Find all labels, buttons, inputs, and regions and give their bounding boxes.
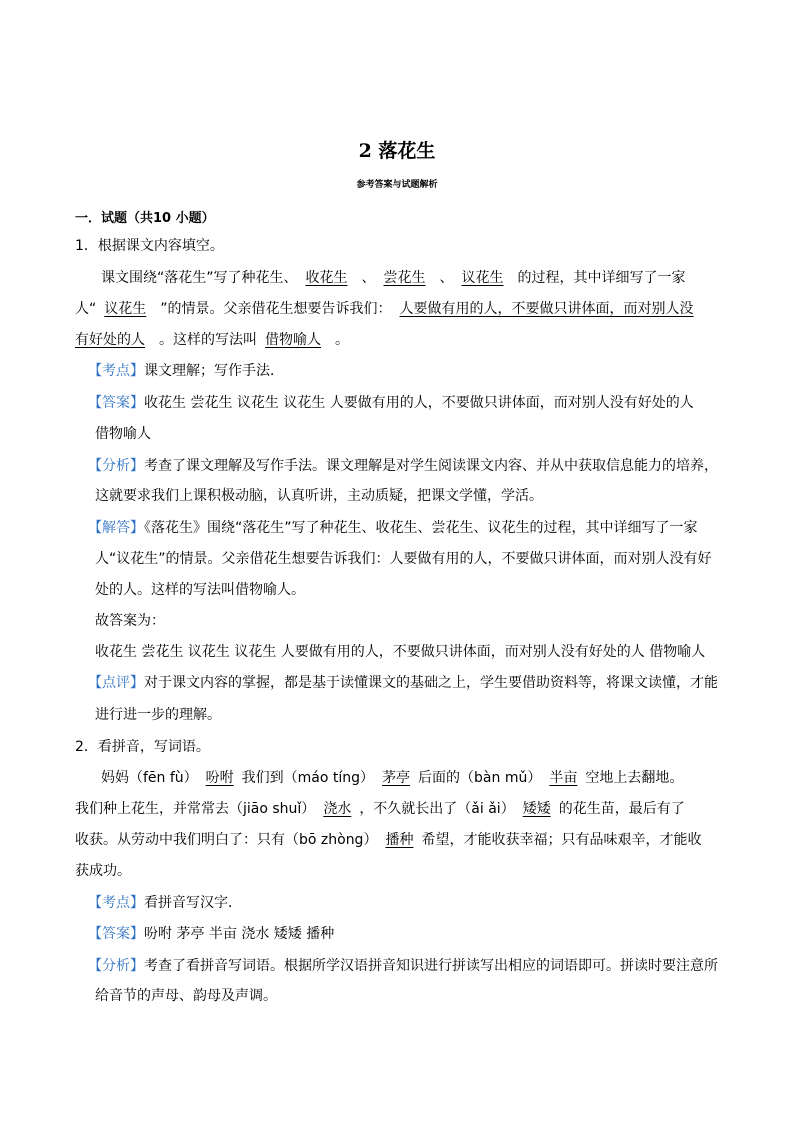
q1-fill-line-2 xyxy=(75,299,694,319)
q1-text: 人“ xyxy=(75,301,97,317)
q2-fill-line-2: 我们种上花生，并常常去（jiāo shuǐ） 浇水 ，不久就长出了（ǎi ǎi） 矮矮 的花生苗，最后有了 xyxy=(75,801,685,817)
q2-analysis-cont: 给音节的声母、韵母及声调。 xyxy=(95,988,277,1004)
kaodian-tag: 【考点】 xyxy=(88,363,144,379)
q1-answer-cont: 借物喻人 xyxy=(95,426,151,442)
q1-kaodian: 【考点】课文理解；写作手法． xyxy=(88,363,284,379)
page-subtitle: 参考答案与试题解析 xyxy=(356,180,438,190)
answer-tag: 【答案】 xyxy=(88,395,144,411)
answer-tag: 【答案】 xyxy=(88,926,144,942)
page-title: 2 落花生 xyxy=(358,140,436,162)
q1-blank-1: 收花生 xyxy=(305,270,348,286)
q1-fill-line-1 xyxy=(101,268,686,288)
q1-solution-cont: 处的人。这样的写法叫借物喻人。 xyxy=(95,582,305,598)
q2-fill-line-3: 收获。从劳动中我们明白了：只有（bō zhòng） 播种 希望，才能收获幸福；只有品味艰辛，才能收 xyxy=(75,832,702,848)
q2-fill-line-1: 妈妈（fēn fù） 吩咐 我们到（máo tíng） 茅亭 后面的（bàn mǔ） 半亩 空地上去翻地。 xyxy=(101,770,684,786)
q1-blank-2: 尝花生 xyxy=(383,270,426,286)
section-heading: 一．试题（共10 小题） xyxy=(75,211,215,226)
q1-text: 课文围绕“落花生”写了种花生、 xyxy=(101,270,298,286)
q1-answer: 【答案】收花生 尝花生 议花生 议花生 人要做有用的人，不要做只讲体面，而对别人没有好处的人 xyxy=(88,395,694,411)
q2-stem: 2．看拼音，写词语。 xyxy=(75,739,210,755)
q1-fill-line-3 xyxy=(75,330,349,350)
q1-text: 。这样的写法叫 xyxy=(159,332,257,348)
q1-final-answer: 收花生 尝花生 议花生 议花生 人要做有用的人，不要做只讲体面，而对别人没有好处的人 借物喻人 xyxy=(95,644,706,660)
q2-answer: 【答案】吩咐 茅亭 半亩 浇水 矮矮 播种 xyxy=(88,926,335,942)
q1-therefore: 故答案为： xyxy=(95,613,165,629)
q1-sep: 、 xyxy=(439,270,454,286)
q1-blank-4: 议花生 xyxy=(104,301,147,317)
q1-comment-cont: 进行进一步的理解。 xyxy=(95,707,221,723)
q2-blank-2: 茅亭 xyxy=(382,770,411,786)
q2-blank-5: 矮矮 xyxy=(522,801,551,817)
analysis-tag: 【分析】 xyxy=(88,458,144,474)
q2-kaodian: 【考点】看拼音写汉字． xyxy=(88,895,242,911)
q1-text: ”的情景。父亲借花生想要告诉我们： xyxy=(160,301,392,317)
q1-analysis-cont: 这就要求我们上课积极动脑，认真听讲，主动质疑，把课文学懂，学活。 xyxy=(95,488,543,504)
q1-text: 。 xyxy=(335,332,349,348)
q1-blank-5: 人要做有用的人，不要做只讲体面，而对别人没 xyxy=(399,301,694,317)
q1-solution: 【解答】《落花生》围绕“落花生”写了种花生、收花生、尝花生、议花生的过程，其中详细写了一家 xyxy=(88,520,698,536)
q2-fill-line-4: 获成功。 xyxy=(75,863,131,879)
kaodian-tag: 【考点】 xyxy=(88,895,144,911)
solution-tag: 【解答】 xyxy=(88,520,144,536)
q2-blank-4: 浇水 xyxy=(323,801,352,817)
comment-tag: 【点评】 xyxy=(88,675,144,691)
q1-blank-3: 议花生 xyxy=(461,270,504,286)
q1-comment: 【点评】对于课文内容的掌握，都是基于读懂课文的基础之上，学生要借助资料等，将课文读懂，才能 xyxy=(88,675,718,691)
q2-analysis: 【分析】考查了看拼音写词语。根据所学汉语拼音知识进行拼读写出相应的词语即可。拼读时要注意所 xyxy=(88,958,718,974)
q1-analysis: 【分析】考查了课文理解及写作手法。课文理解是对学生阅读课文内容、并从中获取信息能力的培养， xyxy=(88,458,718,474)
q1-sep: 、 xyxy=(361,270,376,286)
q1-text: 的过程，其中详细写了一家 xyxy=(517,270,686,286)
q1-stem: 1．根据课文内容填空。 xyxy=(75,238,224,254)
q1-solution-cont: 人“议花生”的情景。父亲借花生想要告诉我们：人要做有用的人，不要做只讲体面，而对别人没有好 xyxy=(95,551,712,567)
q2-blank-1: 吩咐 xyxy=(205,770,234,786)
q1-blank-6: 借物喻人 xyxy=(265,332,321,348)
analysis-tag: 【分析】 xyxy=(88,958,144,974)
q1-blank-5-cont: 有好处的人 xyxy=(75,332,145,348)
q2-blank-6: 播种 xyxy=(385,832,414,848)
q2-blank-3: 半亩 xyxy=(549,770,578,786)
